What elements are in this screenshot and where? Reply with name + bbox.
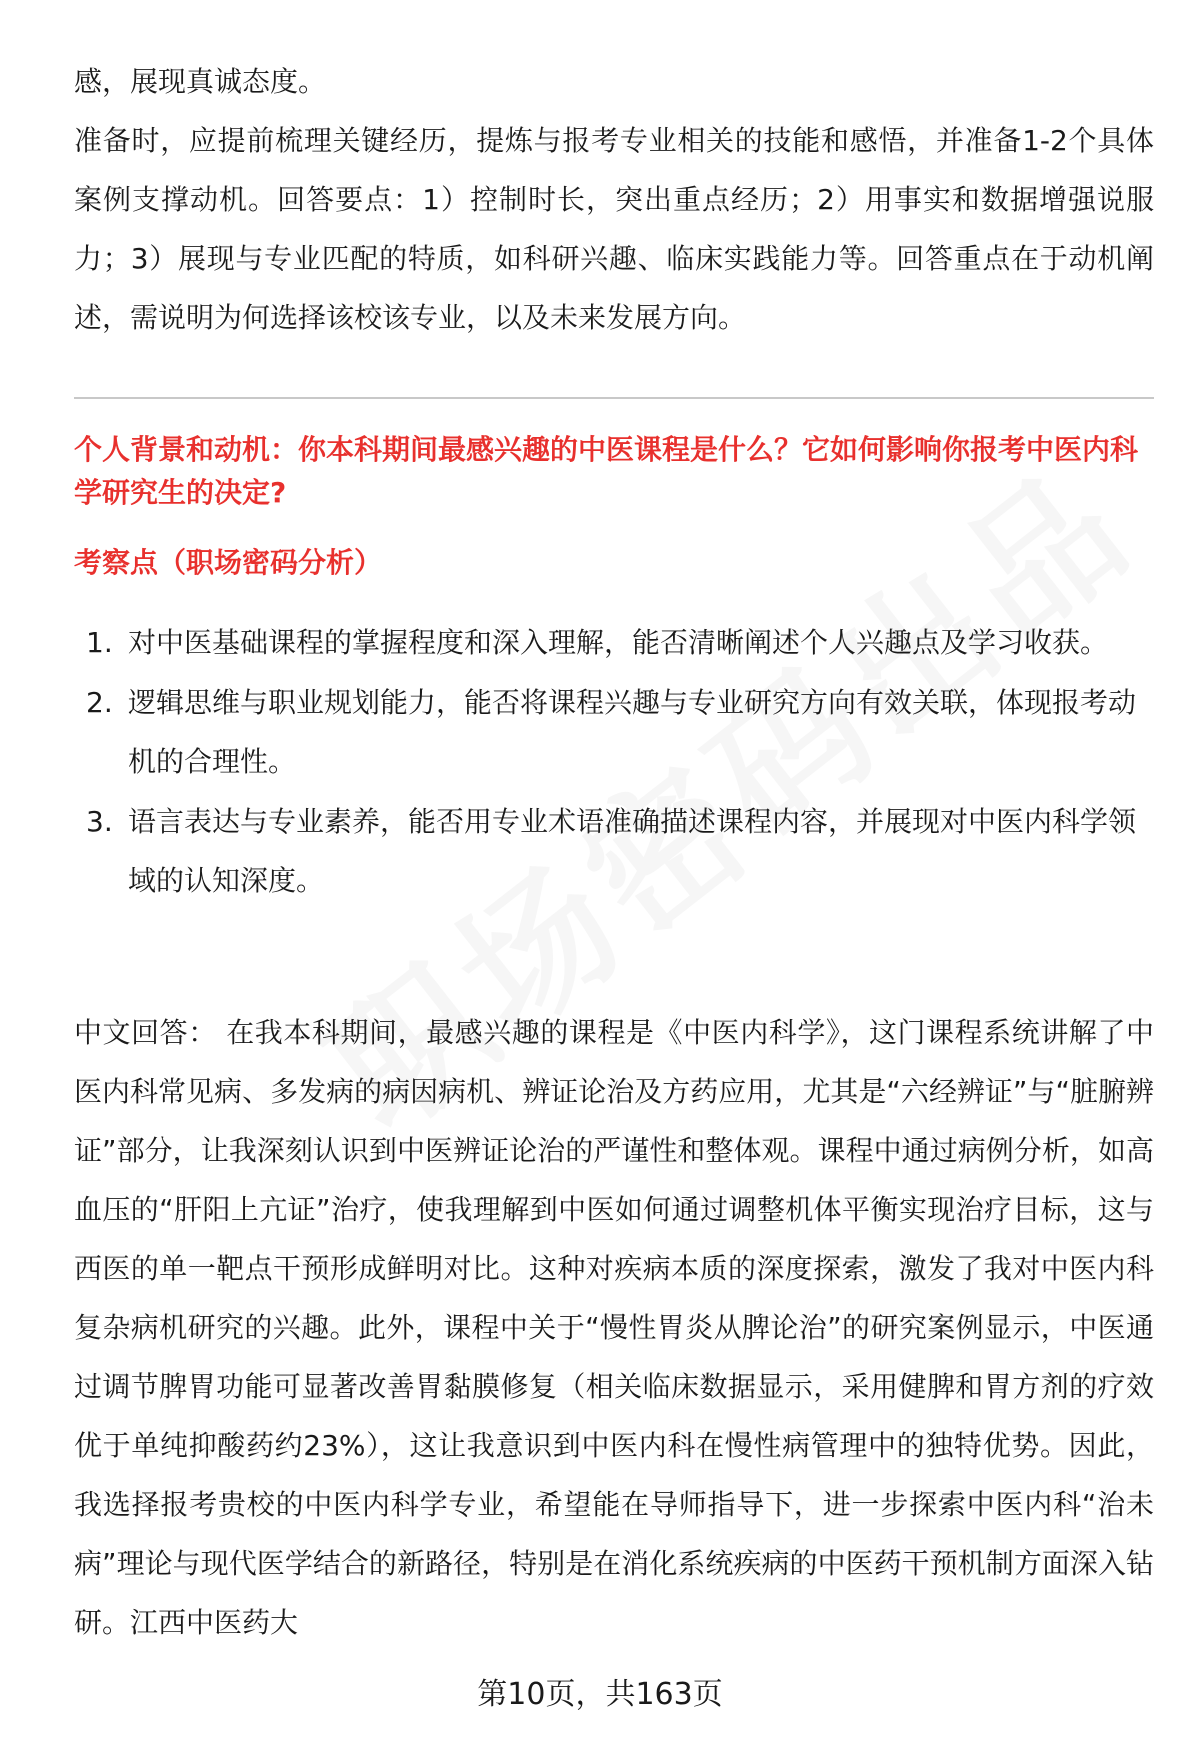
list-item-text: 逻辑思维与职业规划能力，能否将课程兴趣与专业研究方向有效关联，体现报考动机的合理性。 bbox=[128, 686, 1137, 778]
list-item-number: 2. bbox=[86, 686, 113, 719]
question-heading: 个人背景和动机：你本科期间最感兴趣的中医课程是什么？它如何影响你报考中医内科学研究生的决定? bbox=[74, 433, 1139, 509]
intro-tail-paragraph: 感，展现真诚态度。 bbox=[74, 65, 327, 98]
list-item bbox=[74, 792, 1154, 910]
list-item-text: 语言表达与专业素养，能否用专业术语准确描述课程内容，并展现对中医内科学领域的认知深度。 bbox=[128, 805, 1137, 897]
preparation-paragraph: 准备时，应提前梳理关键经历，提炼与报考专业相关的技能和感悟，并准备1-2个具体案例支撑动机。回答要点：1）控制时长，突出重点经历；2）用事实和数据增强说服力；3）展现与专业匹配的特质，如科研兴趣、临床实践能力等。回答重点在于动机阐述，需说明为何选择该校该专业，以及未来发展方向。 bbox=[74, 124, 1154, 334]
assessment-points-heading: 考察点（职场密码分析） bbox=[74, 546, 383, 579]
section-divider bbox=[74, 397, 1154, 399]
page-footer: 第10页，共163页 bbox=[477, 1677, 723, 1712]
answer-paragraph: 中文回答： 在我本科期间，最感兴趣的课程是《中医内科学》，这门课程系统讲解了中医内科常见病、多发病的病因病机、辨证论治及方药应用，尤其是“六经辨证”与“脏腑辨证”部分，让我深刻认识到中医辨证论治的严谨性和整体观。课程中通过病例分析，如高血压的“肝阳上亢证”治疗，使我理解到中医如何通过调整机体平衡实现治疗目标，这与西医的单一靶点干预形成鲜明对比。这种对疾病本质的深度探索，激发了我对中医内科复杂病机研究的兴趣。此外，课程中关于“慢性胃炎从脾论治”的研究案例显示，中医通过调节脾胃功能可显著改善胃黏膜修复（相关临床数据显示，采用健脾和胃方剂的疗效优于单纯抑酸药约23%），这让我意识到中医内科在慢性病管理中的独特优势。因此，我选择报考贵校的中医内科学专业，希望能在导师指导下，进一步探索中医内科“治未病”理论与现代医学结合的新路径，特别是在消化系统疾病的中医药干预机制方面深入钻研。江西中医药大 bbox=[74, 1016, 1154, 1639]
assessment-points-list bbox=[74, 613, 1154, 911]
list-item-number: 3. bbox=[86, 805, 113, 838]
list-item-text: 对中医基础课程的掌握程度和深入理解，能否清晰阐述个人兴趣点及学习收获。 bbox=[128, 626, 1109, 659]
list-item bbox=[74, 673, 1154, 791]
list-item bbox=[74, 613, 1154, 672]
list-item-number: 1. bbox=[86, 626, 113, 659]
